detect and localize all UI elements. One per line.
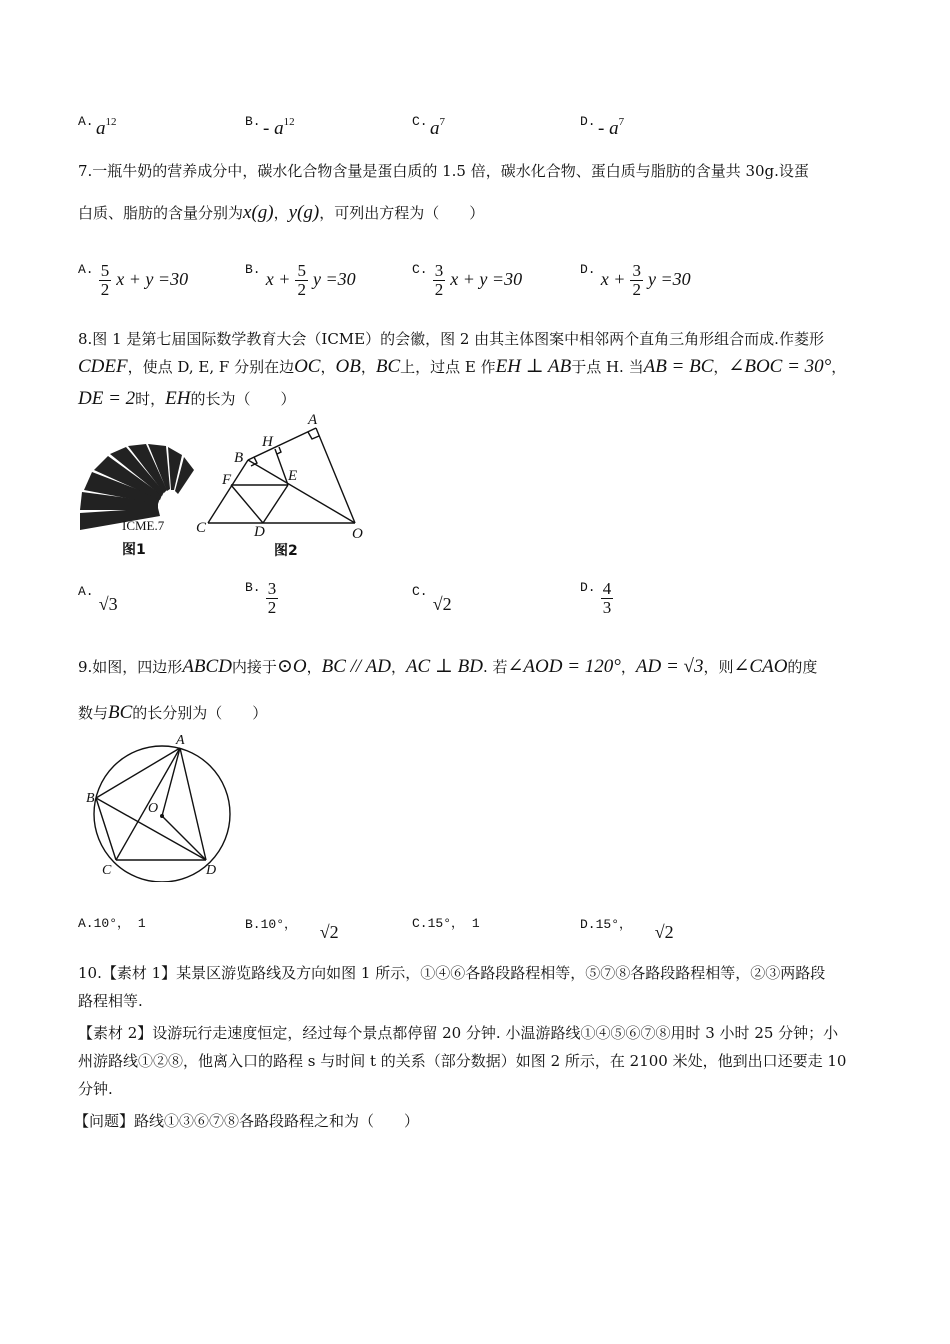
- q7-stem-line1: 7.一瓶牛奶的营养成分中，碳水化合物含量是蛋白质的 1.5 倍，碳水化合物、蛋白质与脂肪的含量共 30g.设蛋: [78, 162, 809, 180]
- q9-option-c[interactable]: [412, 912, 480, 934]
- option-label: B.: [245, 580, 261, 595]
- q9-stem-line1: 9.如图，四边形ABCD内接于⊙O，BC // AD，AC ⊥ BD. 若∠AOD = 120°，AD = √3，则∠CAO的度: [78, 656, 818, 677]
- option-value: √3: [98, 594, 118, 614]
- fraction-den: 2: [297, 280, 306, 299]
- option-expr: y =30: [313, 269, 356, 289]
- q8-stem-line3: [78, 384, 296, 414]
- q8-sep: ，: [831, 358, 847, 376]
- option-label: D.: [580, 580, 596, 595]
- option-label: D.: [580, 917, 596, 932]
- q9-text: 的度: [787, 658, 818, 676]
- q10-line4: 州游路线①②⑧，他离入口的路程 s 与时间 t 的关系（部分数据）如图 2 所示，在 2100 米处，他到出口还要走 10: [78, 1052, 847, 1070]
- q8-math: OC: [294, 356, 321, 377]
- option-value: 10°， 1: [93, 916, 146, 931]
- q8-sep: ，: [360, 358, 376, 376]
- option-value: 15°，: [595, 917, 633, 932]
- q6-option-a[interactable]: [78, 110, 117, 139]
- q7-sep: ，: [273, 204, 289, 222]
- q7-option-d[interactable]: [580, 262, 691, 299]
- option-label: B.: [245, 262, 261, 277]
- q10-line2: 路程相等.: [78, 992, 143, 1010]
- option-sign: -: [598, 118, 605, 139]
- point-label-e: E: [288, 468, 298, 484]
- q8-math: DE = 2: [78, 388, 136, 409]
- fraction-num: 3: [434, 261, 444, 280]
- q7-option-c[interactable]: [412, 262, 522, 299]
- line-fd: [231, 485, 263, 523]
- option-fraction: [601, 580, 614, 617]
- option-label: A.: [78, 584, 94, 599]
- q9-figure-svg: [84, 732, 244, 882]
- q9-sep: ，: [620, 658, 636, 676]
- line-ed: [263, 485, 288, 523]
- line-od: [162, 816, 206, 860]
- option-expr: y =30: [648, 269, 691, 289]
- q9-math: BC: [108, 702, 133, 723]
- q10-line6: 【问题】路线①③⑥⑦⑧各路段路程之和为（ ）: [74, 1112, 420, 1130]
- option-fraction: [295, 262, 308, 299]
- q9-math: ⊙O: [276, 656, 307, 677]
- fraction-num: 3: [632, 261, 641, 280]
- option-label: D.: [580, 114, 596, 129]
- option-expr: x +: [600, 269, 626, 289]
- fig1-logo-label: ICME.7: [122, 518, 165, 533]
- q7-var-x: x(g): [243, 202, 274, 223]
- q8-sep: ，: [713, 358, 729, 376]
- option-root: √2: [319, 922, 339, 942]
- line-ao: [316, 428, 355, 523]
- q7-option-b[interactable]: [245, 262, 356, 299]
- point-label-o: O: [352, 526, 363, 542]
- option-fraction: [99, 262, 112, 299]
- q7-stem-line2: [78, 198, 484, 228]
- line-cb: [208, 460, 248, 523]
- option-label: A.: [78, 262, 94, 277]
- point-label-a: A: [176, 733, 185, 748]
- q9-text: 若: [492, 658, 508, 676]
- right-angle-h: [277, 447, 281, 454]
- point-label-h: H: [262, 434, 273, 450]
- fraction-den: 2: [267, 598, 277, 617]
- q8-math: ∠BOC = 30°: [728, 356, 832, 377]
- q9-math: AC ⊥ BD: [405, 656, 483, 677]
- fraction-den: 2: [100, 280, 110, 299]
- q8-math: BC: [375, 356, 401, 377]
- option-expr: x + y =30: [450, 269, 523, 289]
- q9-figure: [84, 732, 244, 882]
- fraction-num: 4: [602, 579, 612, 598]
- q10-line1: 10.【素材 1】某景区游览路线及方向如图 1 所示，①④⑥各路段路程相等，⑤⑦⑧各路段路程相等，②③两路段: [78, 964, 826, 982]
- q6-option-d[interactable]: [580, 110, 625, 139]
- q8-figure2-svg: [196, 412, 376, 562]
- q8-math: EH: [165, 388, 191, 409]
- option-label: B.: [245, 114, 261, 129]
- option-label: C.: [412, 584, 428, 599]
- line-ad: [180, 748, 206, 860]
- q7-option-a[interactable]: [78, 262, 188, 299]
- option-exponent: 7: [439, 116, 445, 128]
- q8-stem-line2: [78, 352, 846, 382]
- option-sign: -: [263, 118, 270, 139]
- point-label-a: A: [308, 412, 318, 428]
- q9-math: ABCD: [182, 656, 232, 677]
- q9-text: 数与: [78, 704, 109, 722]
- fig2-caption: 图2: [274, 543, 298, 559]
- q9-sep: ，: [390, 658, 406, 676]
- option-exponent: 7: [618, 116, 625, 128]
- line-ba: [248, 428, 316, 460]
- q10-line5: 分钟.: [78, 1080, 113, 1098]
- q8-text: 于点 H. 当: [571, 358, 644, 376]
- q8-text: ，使点 D, E, F 分别在边: [127, 358, 295, 376]
- option-root: √2: [654, 922, 674, 942]
- center-dot: [160, 814, 164, 818]
- option-label: D.: [580, 262, 596, 277]
- fraction-den: 2: [434, 280, 444, 299]
- fraction-den: 3: [602, 598, 612, 617]
- q8-option-a[interactable]: [78, 584, 118, 614]
- icme-logo-icon: [78, 438, 198, 560]
- point-label-b: B: [234, 450, 244, 466]
- point-label-c: C: [102, 863, 112, 878]
- fraction-den: 2: [632, 280, 641, 299]
- option-base: a: [609, 118, 619, 139]
- option-expr: x +: [265, 269, 291, 289]
- point-label-o: O: [148, 801, 159, 816]
- q8-math: OB: [335, 356, 361, 377]
- fraction-num: 3: [267, 579, 277, 598]
- option-fraction: [266, 580, 279, 617]
- q8-math: EH ⊥ AB: [495, 356, 572, 377]
- point-label-f: F: [222, 472, 232, 488]
- q8-option-c[interactable]: [412, 584, 452, 614]
- option-exponent: 12: [283, 116, 295, 128]
- option-value: √2: [432, 594, 452, 614]
- option-label: A.: [78, 916, 94, 931]
- q8-text: 时，: [135, 390, 166, 408]
- line-ao: [162, 748, 180, 816]
- option-base: a: [430, 118, 440, 139]
- q8-math: AB = BC: [643, 356, 714, 377]
- q9-text: ，则: [703, 658, 734, 676]
- q9-option-d[interactable]: [580, 912, 674, 942]
- option-fraction: [433, 262, 446, 299]
- option-value: 10°，: [260, 917, 298, 932]
- q8-figure2: [196, 412, 376, 562]
- q8-text: 的长为（ ）: [190, 390, 296, 408]
- q9-math: AD = √3: [635, 656, 704, 677]
- q9-text: 内接于: [231, 658, 277, 676]
- q9-sep: ，: [306, 658, 322, 676]
- q9-math: ∠CAO: [733, 656, 788, 677]
- option-exponent: 12: [105, 116, 117, 128]
- q9-math: ∠AOD = 120°: [507, 656, 621, 677]
- q8-option-d[interactable]: [580, 580, 613, 617]
- option-label: B.: [245, 917, 261, 932]
- fraction-num: 5: [100, 261, 110, 280]
- option-label: C.: [412, 262, 428, 277]
- q8-text: 上，过点 E 作: [400, 358, 496, 376]
- q10-line3: 【素材 2】设游玩行走速度恒定，经过每个景点都停留 20 分钟. 小温游路线①④⑤⑥⑦⑧用时 3 小时 25 分钟；小: [78, 1024, 839, 1042]
- option-fraction: [630, 262, 643, 299]
- q7-var-y: y(g): [288, 202, 320, 223]
- option-expr: x + y =30: [116, 269, 189, 289]
- option-base: a: [274, 118, 284, 139]
- fraction-num: 5: [297, 261, 306, 280]
- fig1-caption: 图1: [122, 542, 146, 558]
- option-label: C.: [412, 114, 428, 129]
- point-label-b: B: [86, 791, 95, 806]
- option-base: a: [96, 118, 106, 139]
- option-value: 15°， 1: [427, 916, 480, 931]
- q8-sep: ，: [320, 358, 336, 376]
- q8-option-b[interactable]: [245, 580, 278, 617]
- q9-math: BC // AD: [321, 656, 391, 677]
- q9-stem-line2: [78, 698, 267, 728]
- q7-text: ，可列出方程为（ ）: [319, 204, 485, 222]
- q9-option-a[interactable]: [78, 912, 146, 934]
- q9-text: 的长分别为（ ）: [132, 704, 268, 722]
- point-label-d: D: [206, 863, 217, 878]
- q8-math: CDEF: [78, 356, 128, 377]
- point-label-c: C: [196, 520, 207, 536]
- q9-option-b[interactable]: [245, 912, 339, 942]
- q8-stem-line1: 8.图 1 是第七届国际数学教育大会（ICME）的会徽，图 2 由其主体图案中相邻两个直角三角形组合而成.作菱形: [78, 330, 824, 348]
- q9-text: 9.如图，四边形: [78, 658, 183, 676]
- option-label: A.: [78, 114, 94, 129]
- q6-option-b[interactable]: [245, 110, 295, 139]
- q8-figure1: [78, 438, 198, 560]
- line-bo: [248, 460, 355, 523]
- q7-text: 白质、脂肪的含量分别为: [78, 204, 244, 222]
- q6-option-c[interactable]: [412, 110, 445, 139]
- option-label: C.: [412, 916, 428, 931]
- point-label-d: D: [254, 524, 265, 540]
